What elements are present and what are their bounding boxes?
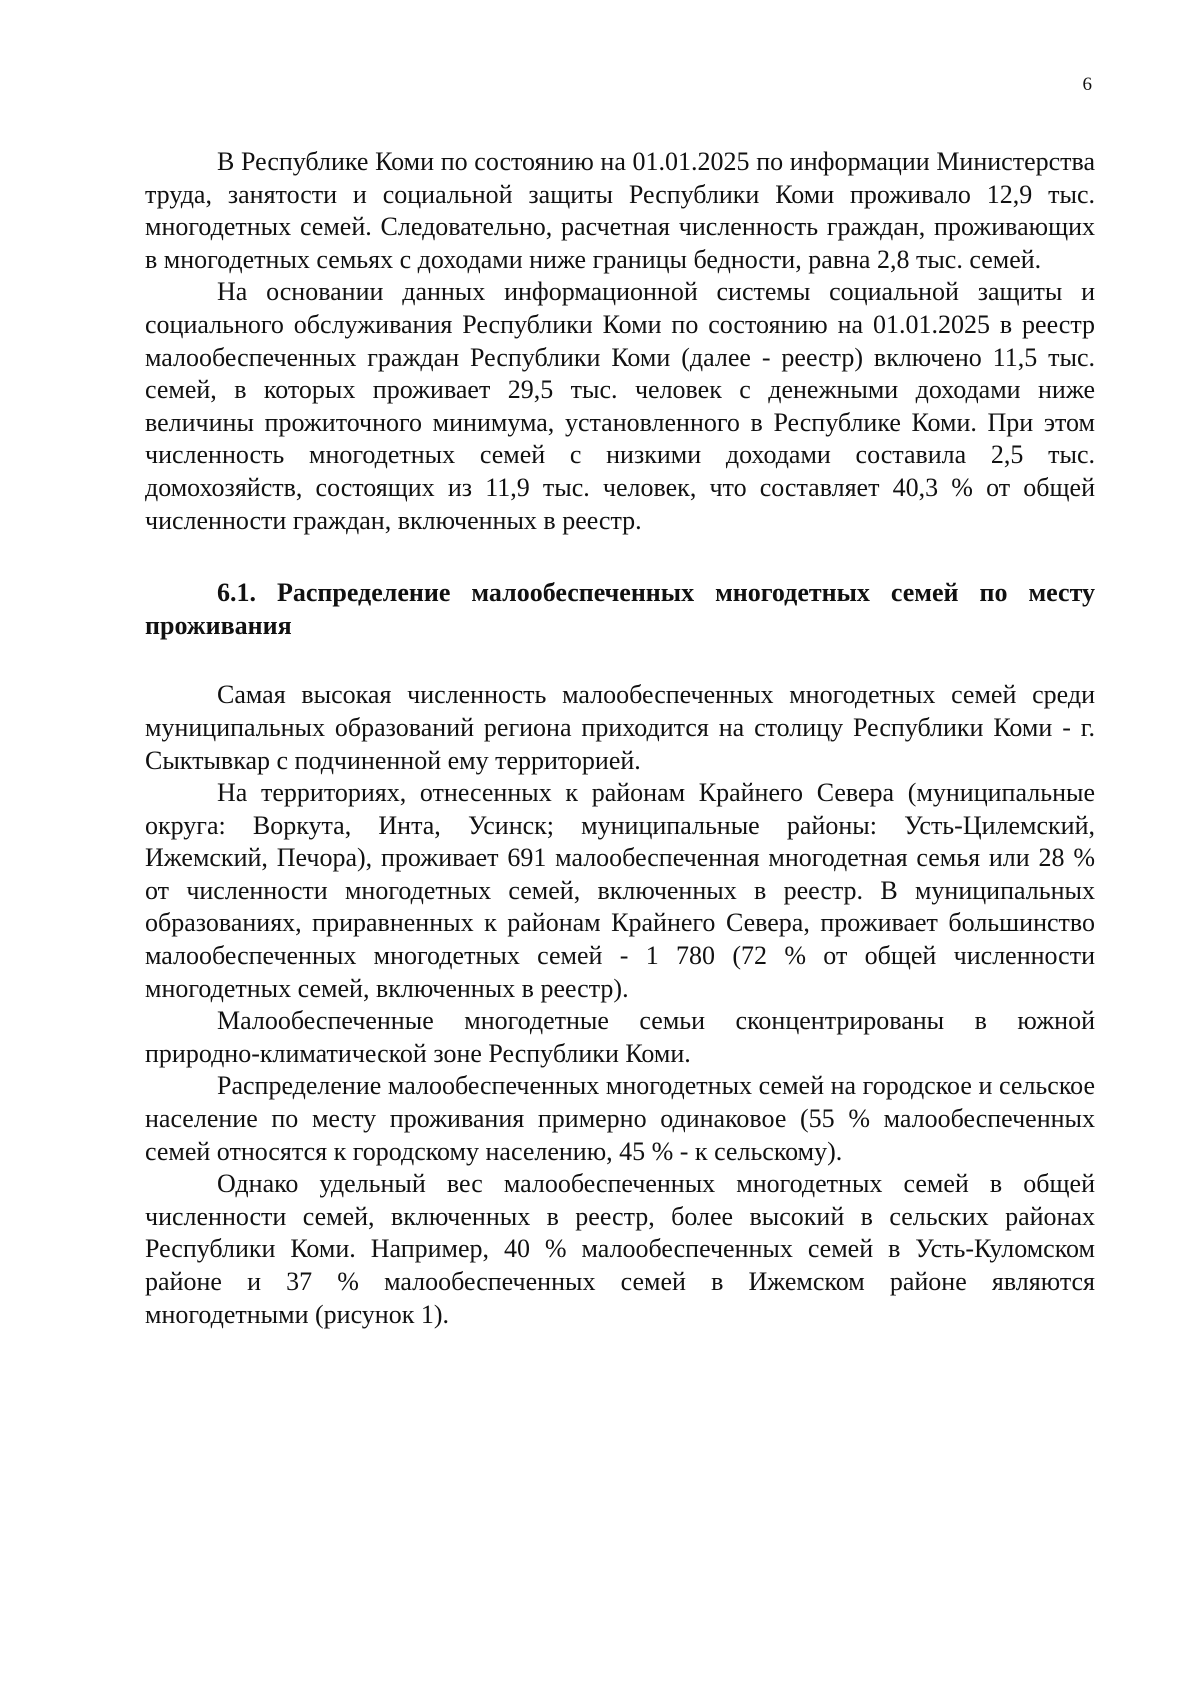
section-paragraph-2: На территориях, отнесенных к районам Крайнего Севера (муниципальные округа: Воркута, Инта, Усинск; муниципальные районы: Усть-Цилемский, Ижемский, Печора), проживает 691 малообеспеченная многодетная семья или 28 % от численности многодетных семей, включенных в реестр. В муниципальных образованиях, приравненных к районам Крайнего Севера, проживает большинство малообеспеченных многодетных семей - 1 780 (72 % от общей численности многодетных семей, включенных в реестр). [145,778,1095,1003]
section-paragraph-4: Распределение малообеспеченных многодетных семей на городское и сельское население по месту проживания примерно одинаковое (55 % малообеспеченных семей относятся к городскому населению, 45 % - к сельскому). [145,1071,1095,1166]
section-paragraph-1: Самая высокая численность малообеспеченных многодетных семей среди муниципальных образований региона приходится на столицу Республики Коми - г. Сыктывкар с подчиненной ему территорией. [145,680,1095,775]
page-number: 6 [1082,74,1092,95]
document-body [145,146,1095,1331]
paragraph-intro-2: На основании данных информационной системы социальной защиты и социального обслуживания Республики Коми по состоянию на 01.01.2025 в реестр малообеспеченных граждан Республики Коми (далее - реестр) включено 11,5 тыс. семей, в которых проживает 29,5 тыс. человек с денежными доходами ниже величины прожиточного минимума, установленного в Республике Коми. При этом численность многодетных семей с низкими доходами составила 2,5 тыс. домохозяйств, состоящих из 11,9 тыс. человек, что составляет 40,3 % от общей численности граждан, включенных в реестр. [145,277,1095,535]
paragraph-intro-1: В Республике Коми по состоянию на 01.01.2025 по информации Министерства труда, занятости и социальной защиты Республики Коми проживало 12,9 тыс. многодетных семей. Следовательно, расчетная численность граждан, проживающих в многодетных семьях с доходами ниже границы бедности, равна 2,8 тыс. семей. [145,147,1095,274]
section-heading: 6.1. Распределение малообеспеченных многодетных семей по месту проживания [145,578,1095,640]
section-paragraph-5: Однако удельный вес малообеспеченных многодетных семей в общей численности семей, включенных в реестр, более высокий в сельских районах Республики Коми. Например, 40 % малообеспеченных семей в Усть-Куломском районе и 37 % малообеспеченных семей в Ижемском районе являются многодетными (рисунок 1). [145,1169,1095,1329]
section-paragraph-3: Малообеспеченные многодетные семьи сконцентрированы в южной природно-климатической зоне Республики Коми. [145,1006,1095,1068]
